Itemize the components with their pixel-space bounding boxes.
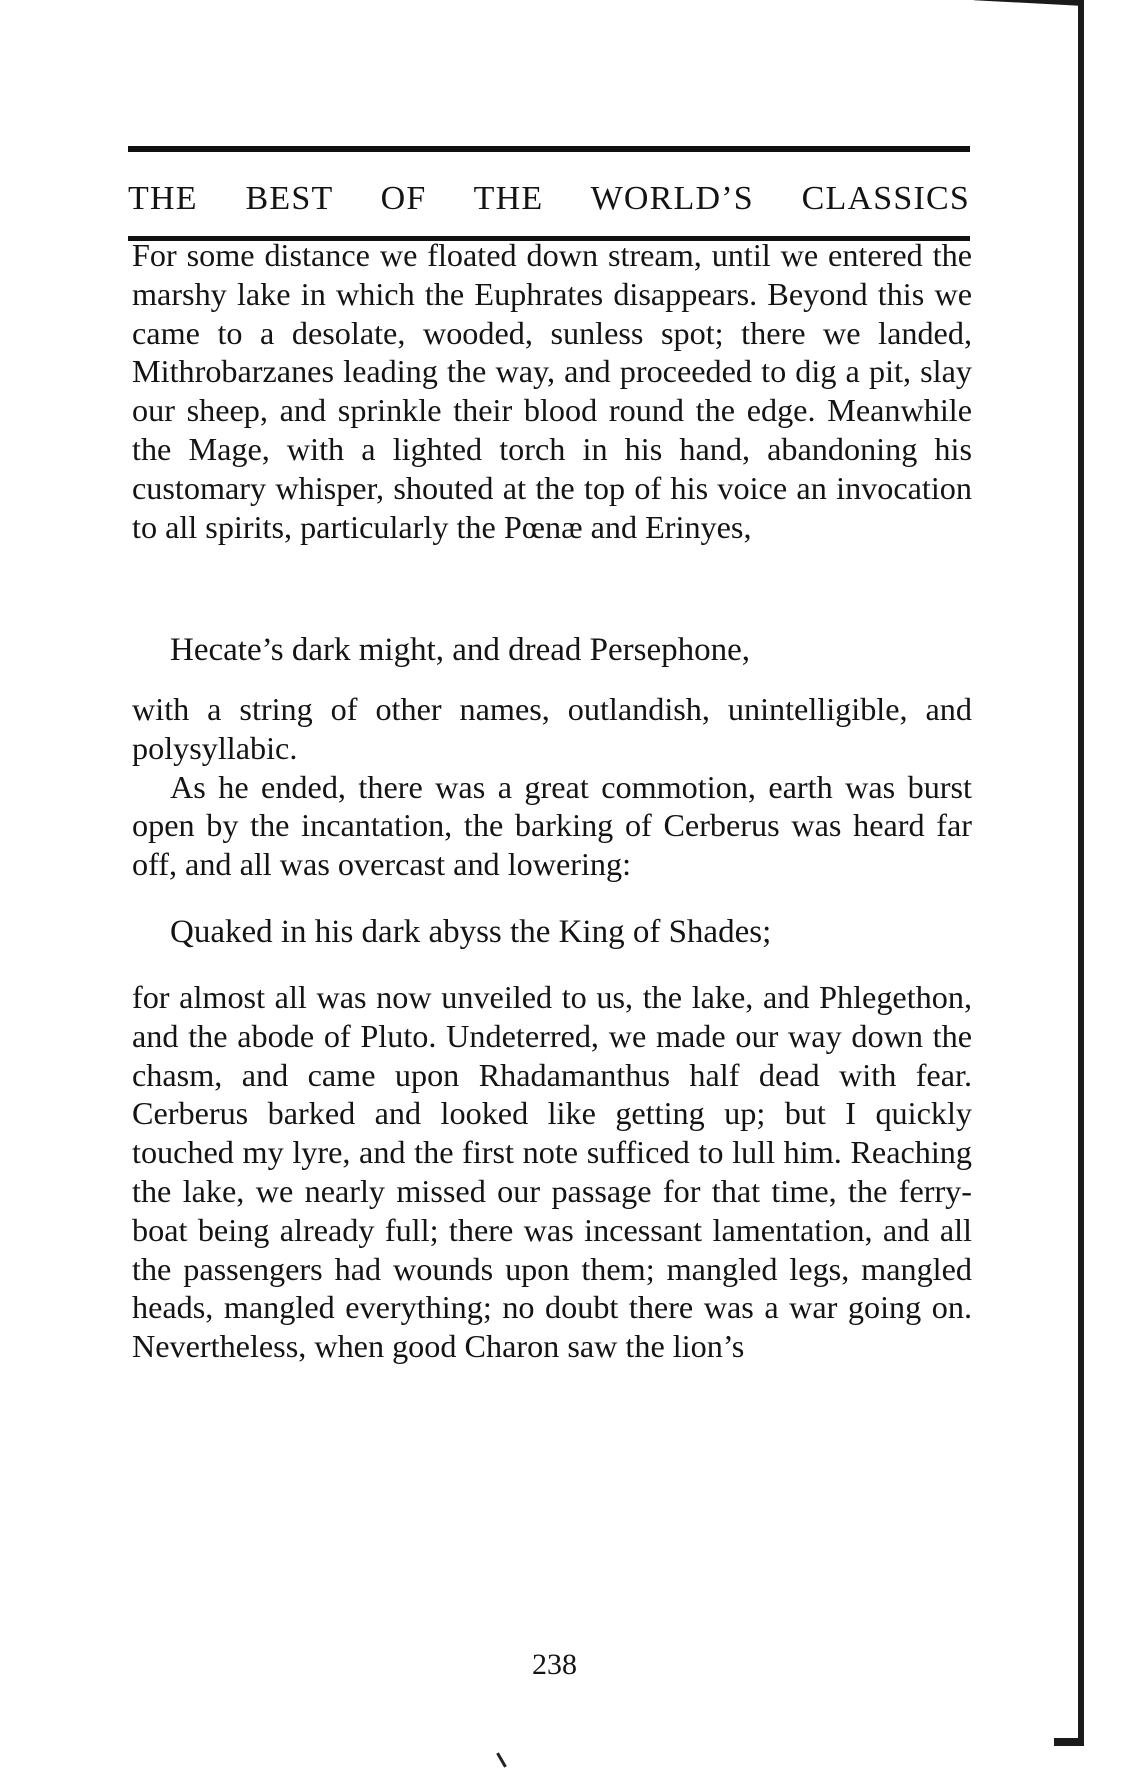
- running-header: THE BEST OF THE WORLD’S CLASSICS: [128, 180, 970, 217]
- paragraph-2-3-block: [132, 690, 972, 884]
- verse-1: Hecate’s dark might, and dread Persephone,: [170, 632, 751, 668]
- ink-mark: [496, 1752, 507, 1767]
- page-edge: [1078, 0, 1084, 1745]
- verse-2: Quaked in his dark abyss the King of Shades;: [170, 914, 772, 950]
- paragraph-3: As he ended, there was a great commotion, earth was burst open by the incantation, the barking of Cerberus was heard far off, and all was overcast and lowering:: [132, 768, 972, 883]
- paragraph-1-block: [132, 236, 972, 546]
- paragraph-1: For some distance we floated down stream, until we entered the marshy lake in which the Euphrates disappears. Beyond this we came to a desolate, wooded, sunless spot; there we landed, Mithrobarzanes leading the way, and proceeded to dig a pit, slay our sheep, and sprinkle their blood round the edge. Meanwhile the Mage, with a lighted torch in his hand, abandoning his customary whisper, shouted at the top of his voice an invocation to all spirits, particularly the Pœnæ and Erinyes,: [132, 237, 972, 545]
- page-number: 238: [532, 1648, 577, 1681]
- paragraph-4-block: [132, 978, 972, 1366]
- page-edge-top: [974, 0, 1084, 6]
- page-edge-bottom: [1054, 1738, 1084, 1746]
- paragraph-2: with a string of other names, outlandish, unintelligible, and polysyllabic.: [132, 691, 972, 766]
- header-rule-top: [128, 146, 970, 152]
- paragraph-4: for almost all was now unveiled to us, the lake, and Phlegethon, and the abode of Pluto. Undeterred, we made our way down the chasm, and came upon Rhadamanthus half dead with fear. Cerberus barked and looked like getting up; but I quickly touched my lyre, and the first note sufficed to lull him. Reaching the lake, we nearly missed our passage for that time, the ferry-boat being already full; there was incessant lamentation, and all the passengers had wounds upon them; mangled legs, mangled heads, mangled everything; no doubt there was a war going on. Nevertheless, when good Charon saw the lion’s: [132, 979, 972, 1365]
